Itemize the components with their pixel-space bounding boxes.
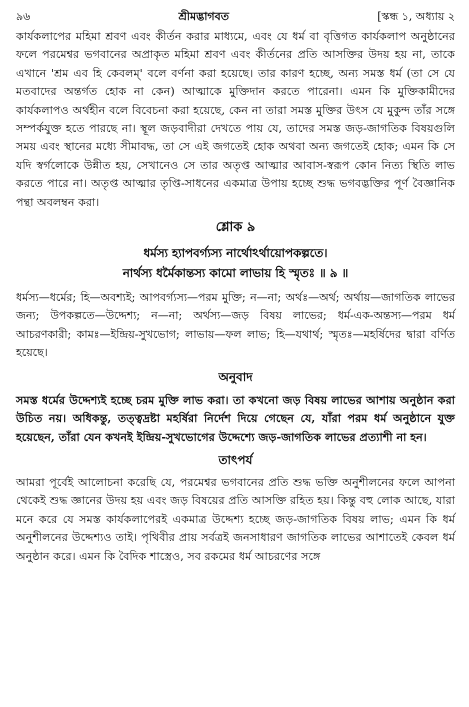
verse-heading: শ্লোক ৯ (215, 220, 256, 236)
book-title: শ্রীমদ্ভাগবত (178, 10, 229, 23)
synonyms-paragraph: ধর্মস্য—ধর্মের; হি—অবশ্যই; আপবর্গ্যস্য—পরম মুক্তি; ন—না; অর্থঃ—অর্থ; অর্থায়—জাগতিক লাভের জন্য; উপকল্পতে—উদ্দেশ্য; ন—না; অর্থস্য—জড় বিষয় লাভের; ধর্ম-এক-অন্তস্য—পরম ধর্ম আচরণকারী; কামঃ—ইন্দ্রিয়-সুখভোগ; লাভায়—ফল লাভ; হি—যথার্থ; স্মৃতঃ—মহর্ষিদের দ্বারা বর্ণিত হয়েছে। (16, 291, 455, 360)
sanskrit-verse (16, 243, 455, 283)
chapter-reference: [স্কন্ধ ১, অধ্যায় ২ (377, 10, 455, 23)
purport-heading: তাৎপর্য (218, 452, 253, 467)
page-number: ৯৬ (16, 10, 31, 23)
verse-line: ধর্মস্য হ্যাপবর্গ্যস্য নার্থোঽর্থায়োপকল্পতে। (143, 246, 328, 261)
translation-paragraph: সমস্ত ধর্মের উদ্দেশ্যই হচ্ছে চরম মুক্তি লাভ করা। তা কখনো জড় বিষয় লাভের আশায় অনুষ্ঠান করা উচিত নয়। অধিকন্তু, তত্ত্বদ্রষ্টা মহর্ষিরা নির্দেশ দিয়ে গেছেন যে, যাঁরা পরম ধর্ম অনুষ্ঠানে যুক্ত হয়েছেন, তাঁরা যেন কখনই ইন্দ্রিয়-সুখভোগের উদ্দেশ্যে জড়-জাগতিক লাভের প্রত্যাশী না হন। (16, 392, 455, 444)
intro-paragraph: কার্যকলাপের মহিমা শ্রবণ এবং কীর্তন করার মাধ্যমে, এবং যে ধর্ম বা বৃত্তিগত কার্যকলাপ অনুষ্ঠানের ফলে পরমেশ্বর ভগবানের অপ্রাকৃত মহিমা শ্রবণ এবং কীর্তনের প্রতি আসক্তির উদয় হয় না, তাকে এখানে 'শ্রম এব হি কেবলম্' বলে বর্ণনা করা হয়েছে। তার কারণ হচ্ছে, অন্য সমস্ত ধর্ম (তা সে যে মতবাদের অন্তর্গত হোক না কেন) আত্মাকে মুক্তিদান করতে পারেনা। এমন কি মুক্তিকামীদের কার্যকলাপও অর্থহীন বলে বিবেচনা করা হয়েছে, কেন না তারা সমস্ত মুক্তির উৎস যে মুকুন্দ তাঁর সঙ্গে সম্পর্কযুক্ত হতে পারছে না। স্থূল জড়বাদীরা দেখতে পায় যে, তাদের সমস্ত জড়-জাগতিক বিষয়গুলি সময় এবং স্থানের মধ্যে সীমাবদ্ধ, তা সে এই জগতেই হোক অথবা অন্য জগতেই হোক; এমন কি সে যদি স্বর্গলোকে উন্নীত হয়, সেখানেও সে তার অতৃপ্ত আত্মার আবাস-স্বরূপ কোন নিত্য স্থিতি লাভ করতে পারে না। অতৃপ্ত আত্মার তৃপ্তি-সাধনের একমাত্র উপায় হচ্ছে শুদ্ধ ভগবদ্ভক্তির পূর্ণ বৈজ্ঞানিক পন্থা অবলম্বন করা। (16, 30, 455, 209)
page-header (16, 8, 455, 28)
purport-paragraph: আমরা পূর্বেই আলোচনা করেছি যে, পরমেশ্বর ভগবানের প্রতি শুদ্ধ ভক্তি অনুশীলনের ফলে আপনা থেকেই শুদ্ধ জ্ঞানের উদয় হয় এবং জড় বিষয়ের প্রতি আসক্তি রহিত হয়। কিন্তু বহু লোক আছে, যারা মনে করে যে সমস্ত কার্যকলাপেরই একমাত্র উদ্দেশ্য হচ্ছে জড়-জাগতিক বিষয় লাভ; এমন কি ধর্ম অনুশীলনের উদ্দেশ্যও তাই। পৃথিবীর প্রায় সর্বত্রই জনসাধারণ জাগতিক লাভের আশাতেই কেবল ধর্ম অনুষ্ঠান করে। এমন কি বৈদিক শাস্ত্রেও, সব রকমের ধর্ম আচরণের সঙ্গে (16, 475, 455, 563)
verse-line: নার্থস্য ধর্মৈকান্তস্য কামো লাভায় হি স্মৃতঃ ॥ ৯ ॥ (122, 266, 349, 281)
translation-heading: অনুবাদ (218, 369, 253, 384)
